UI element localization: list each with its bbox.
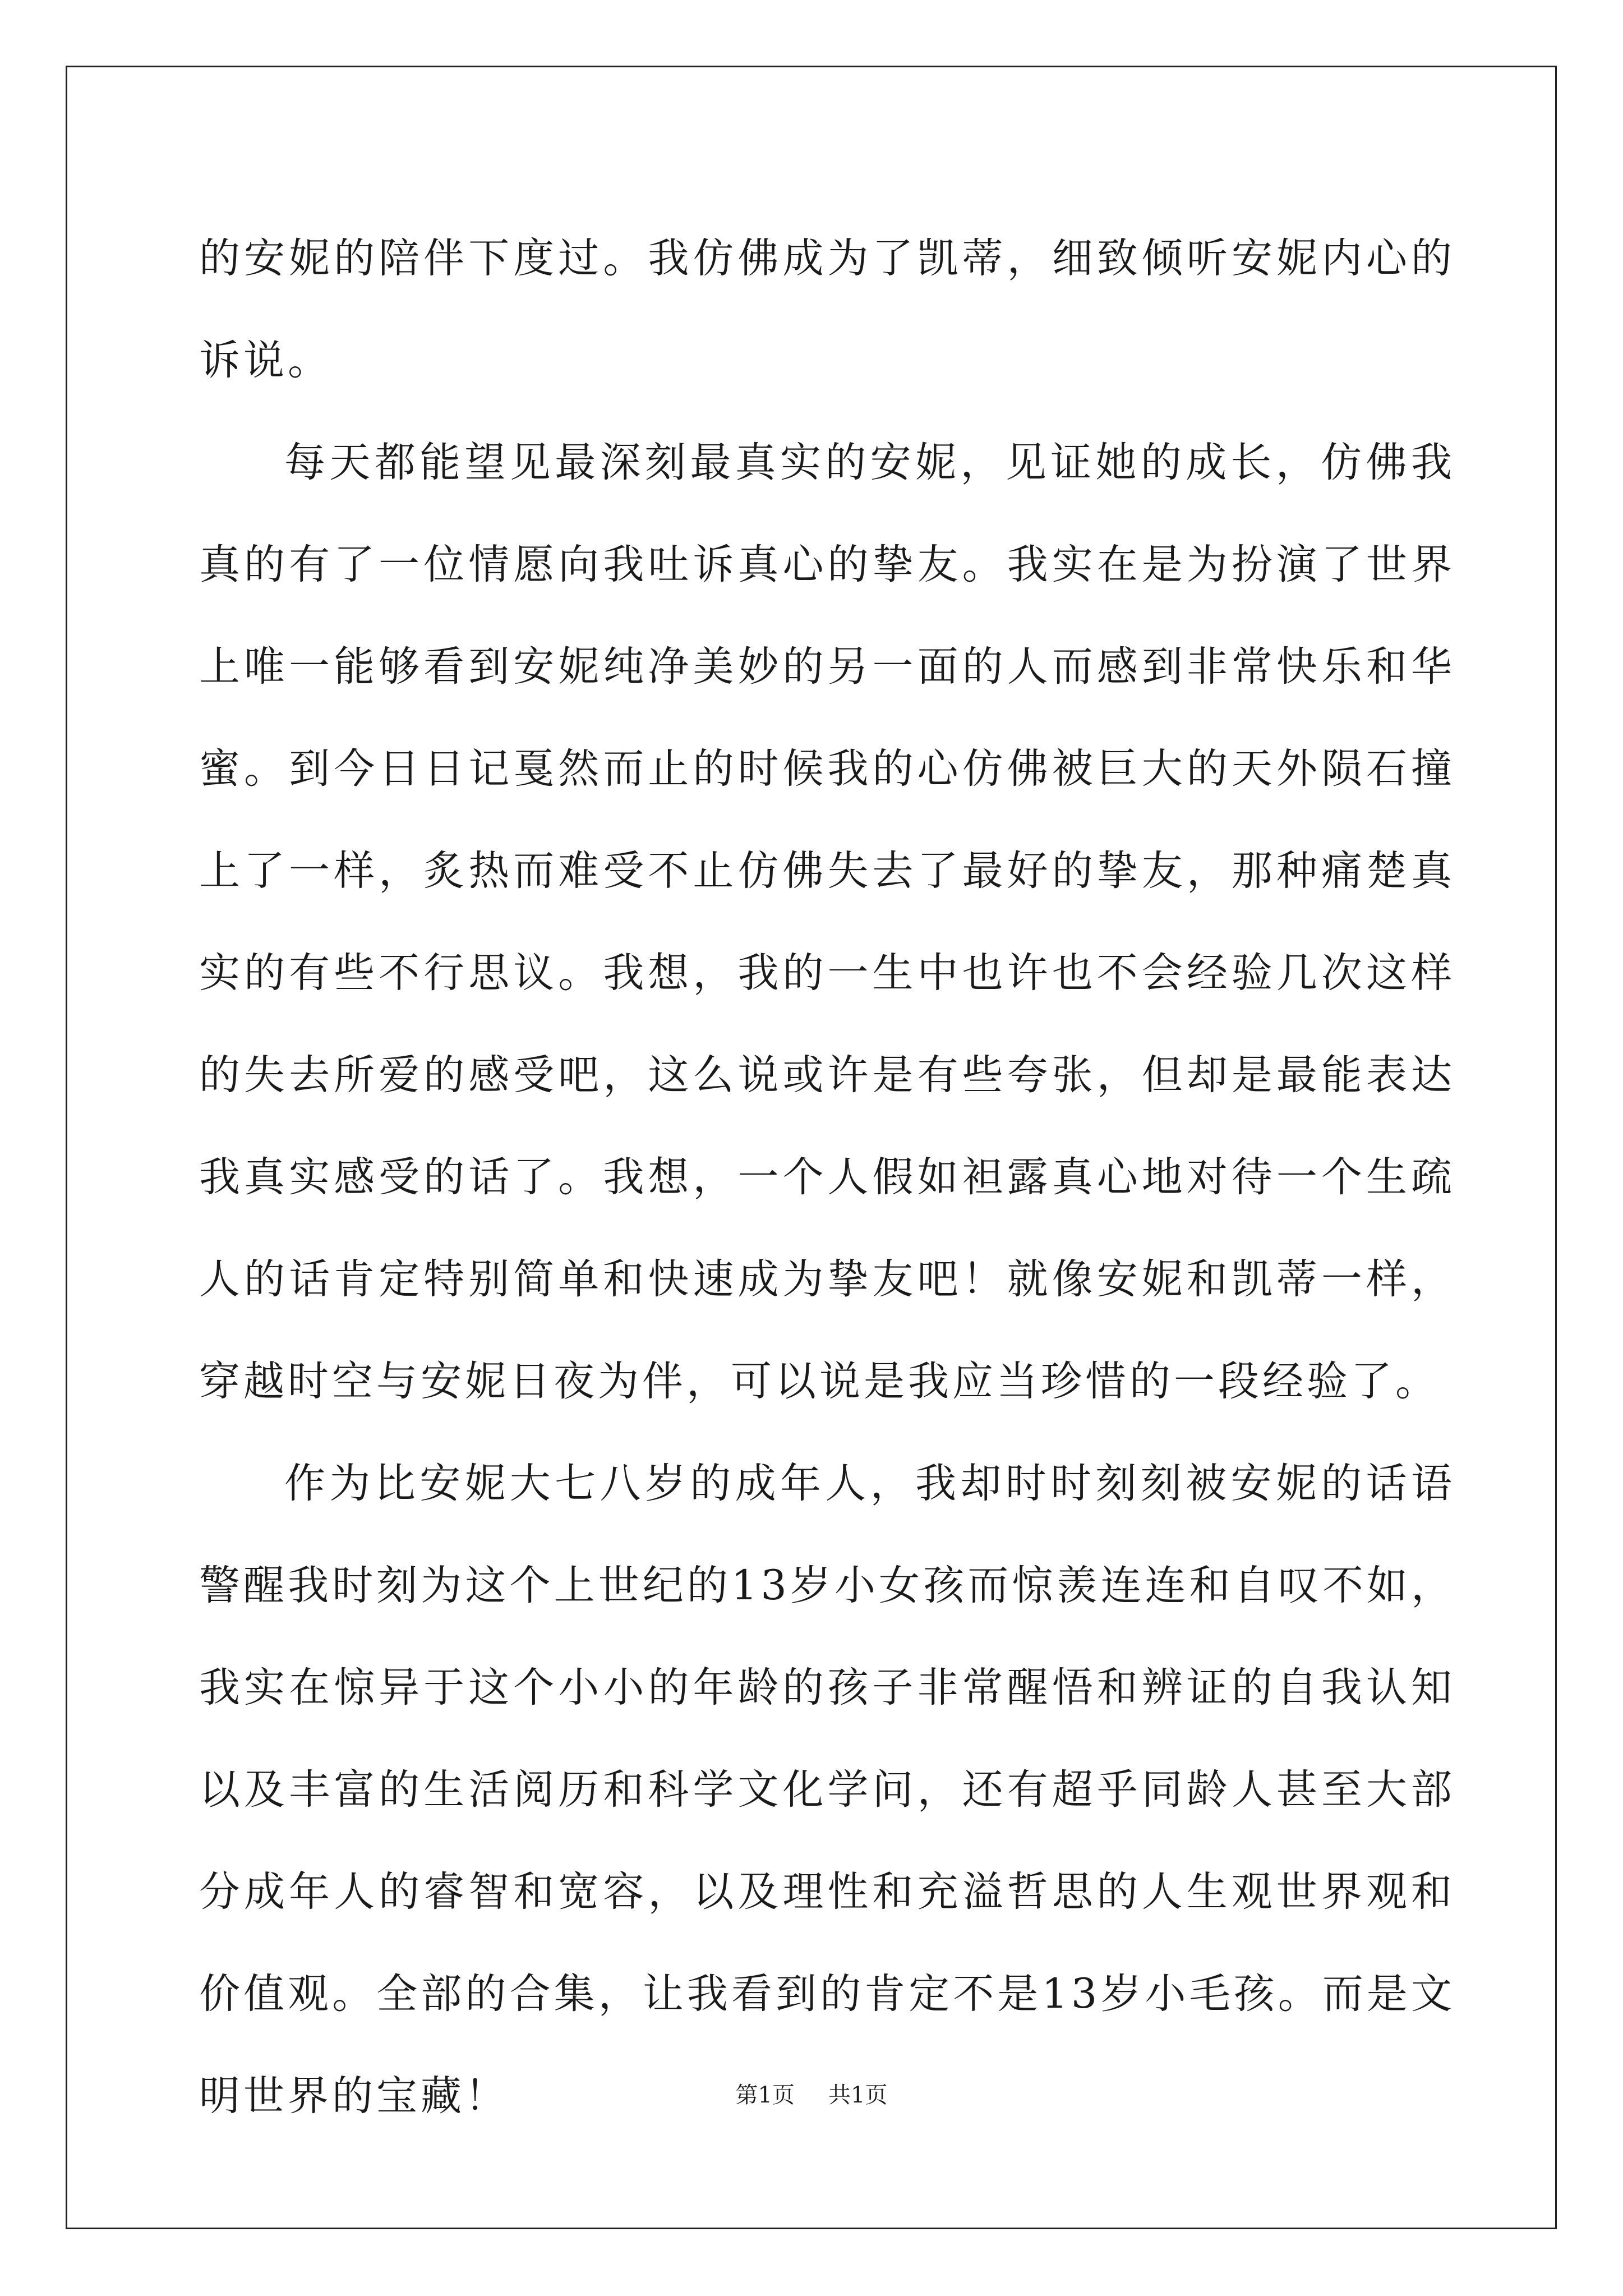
page-total: 共1页 xyxy=(828,2082,888,2108)
paragraph-1: 的安妮的陪伴下度过。我仿佛成为了凯蒂，细致倾听安妮内心的诉说。 xyxy=(199,234,1455,384)
paragraph-2: 每天都能望见最深刻最真实的安妮，见证她的成长，仿佛我真的有了一位情愿向我吐诉真心的挚友。我实在是为扮演了世界上唯一能够看到安妮纯净美妙的另一面的人而感到非常快乐和华蜜。到今日日记戛然而止的时候我的心仿佛被巨大的天外陨石撞上了一样，炙热而难受不止仿佛失去了最好的挚友，那种痛楚真实的有些不行思议。我想，我的一生中也许也不会经验几次这样的失去所爱的感受吧，这么说或许是有些夸张，但却是最能表达我真实感受的话了。我想，一个人假如袒露真心地对待一个生疏人的话肯定特别简单和快速成为挚友吧！就像安妮和凯蒂一样，穿越时空与安妮日夜为伴，可以说是我应当珍惜的一段经验了。 xyxy=(199,439,1455,1405)
paragraph-3: 作为比安妮大七八岁的成年人，我却时时刻刻被安妮的话语警醒我时刻为这个上世纪的13岁小女孩而惊羡连连和自叹不如，我实在惊异于这个小小的年龄的孩子非常醒悟和辨证的自我认知以及丰富的生活阅历和科学文化学问，还有超乎同龄人甚至大部分成年人的睿智和宽容，以及理性和充溢哲思的人生观世界观和价值观。全部的合集，让我看到的肯定不是13岁小毛孩。而是文明世界的宝藏！ xyxy=(199,1460,1455,2120)
page-footer xyxy=(0,2081,1623,2109)
page-number: 第1页 xyxy=(735,2082,795,2108)
document-body xyxy=(199,208,1455,2147)
